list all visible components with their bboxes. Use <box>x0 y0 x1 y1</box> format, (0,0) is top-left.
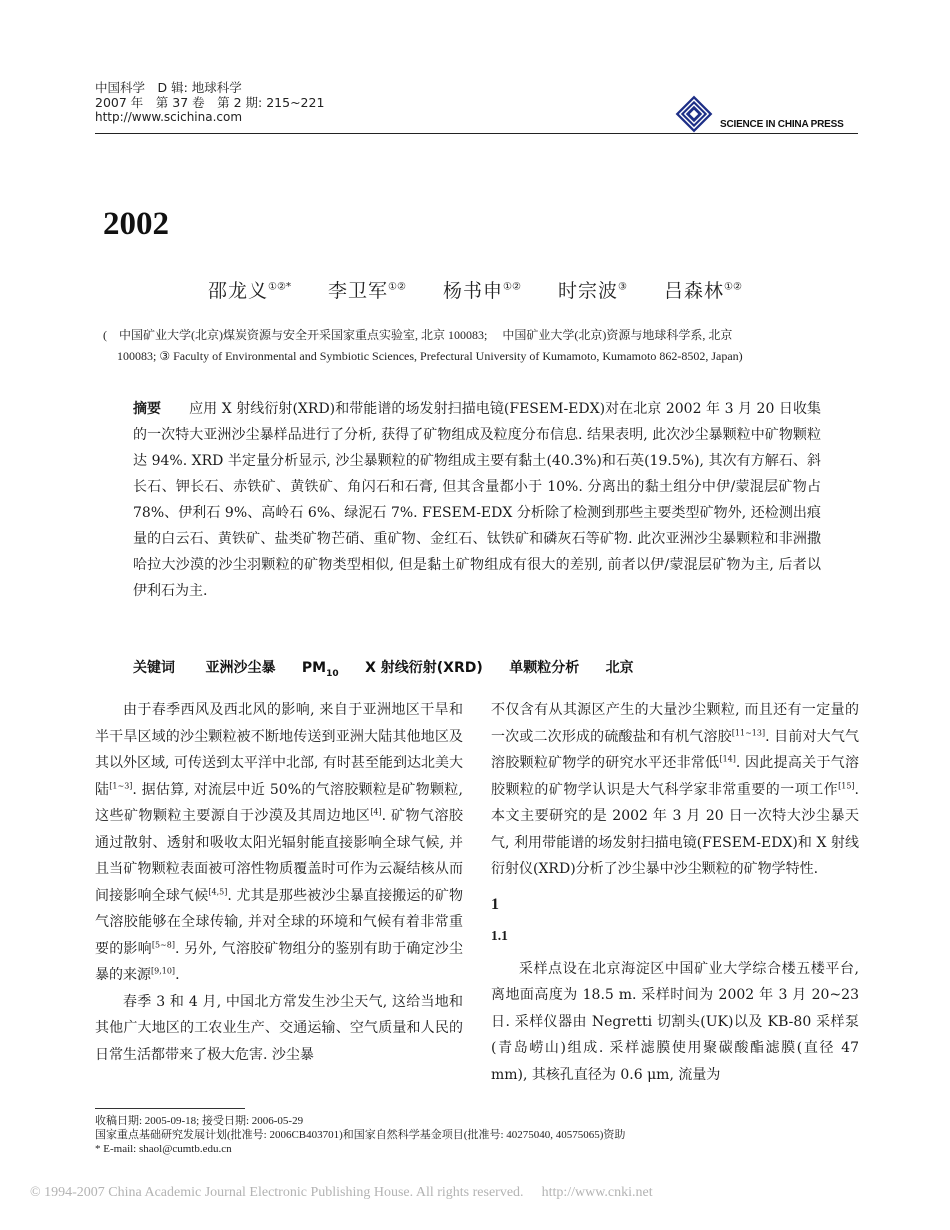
paragraph: 由于春季西风及西北风的影响, 来自于亚洲地区干旱和半干旱区域的沙尘颗粒被不断地传送到亚洲大陆其他地区及其以外区域, 可传送到太平洋中北部, 有时甚至能到达北美大陆[1~3]. 据估算, 对流层中近 50%的气溶胶颗粒是矿物颗粒, 这些矿物颗粒主要源自于沙漠及其周边地区[4]. 矿物气溶胶通过散射、透射和吸收太阳光辐射能直接影响全球气候, 并且当矿物颗粒表面被可溶性物质覆盖时可作为云凝结核从而间接影响全球气候[4,5]. 尤其是那些被沙尘暴直接搬运的矿物气溶胶能够在全球传输, 并对全球的环境和气候有着非常重要的影响[5~8]. 另外, 气溶胶矿物组分的鉴别有助于确定沙尘暴的来源[9,10]. <box>95 702 464 983</box>
body-right-column <box>491 697 859 1088</box>
citation: [1~3] <box>109 780 133 790</box>
author: 杨书申①② <box>443 280 521 302</box>
keyword: X 射线衍射(XRD) <box>365 660 483 676</box>
keyword: 单颗粒分析 <box>509 660 580 676</box>
paragraph: 春季 3 和 4 月, 中国北方常发生沙尘天气, 这给当地和其他广大地区的工农业生产、交通运输、空气质量和人民的日常生活都带来了极大危害. 沙尘暴 <box>95 993 463 1063</box>
footnote-rule <box>95 1108 245 1109</box>
paragraph: 采样点设在北京海淀区中国矿业大学综合楼五楼平台, 离地面高度为 18.5 m. 采样时间为 2002 年 3 月 20~23 日. 采样仪器由 Negretti 切割头(UK)以及 KB-80 采样泵(青岛崂山)组成. 采样滤膜使用聚碳酸酯滤膜(直径 47 mm), 其核孔直径为 0.6 μm, 流量为 <box>491 960 859 1083</box>
keyword: 北京 <box>605 660 634 676</box>
keywords <box>133 657 656 679</box>
author: 吕森林①② <box>664 280 742 302</box>
author: 李卫军①② <box>328 280 406 302</box>
publisher-name: SCIENCE IN CHINA PRESS <box>720 119 844 130</box>
citation: [14] <box>719 754 736 764</box>
copyright-notice: © 1994-2007 China Academic Journal Electronic Publishing House. All rights reserved. http://www.cnki.net <box>30 1185 653 1200</box>
affiliation-line: 100083; ③ Faculty of Environmental and Symbiotic Sciences, Prefectural University of Kumamoto, Kumamoto 862-8502, Japan) <box>117 349 743 363</box>
abstract-label: 摘要 <box>133 401 162 417</box>
affiliations <box>103 325 853 367</box>
citation: [9,10] <box>151 966 176 976</box>
footnote-dates: 收稿日期: 2005-09-18; 接受日期: 2006-05-29 <box>95 1115 304 1127</box>
copyright-url[interactable]: http://www.cnki.net <box>541 1185 653 1200</box>
publisher-logo-icon <box>672 93 716 133</box>
journal-header <box>95 80 324 125</box>
body-left-column <box>95 697 463 1068</box>
affiliation-line: ( 中国矿业大学(北京)煤炭资源与安全开采国家重点实验室, 北京 100083; 中国矿业大学(北京)资源与地球科学系, 北京 <box>103 328 733 342</box>
journal-url[interactable]: http://www.scichina.com <box>95 110 243 124</box>
section-heading: 1 <box>491 895 499 913</box>
issue-info: 2007 年 第 37 卷 第 2 期: 215~221 <box>95 95 325 110</box>
abstract-text: 应用 X 射线衍射(XRD)和带能谱的场发射扫描电镜(FESEM-EDX)对在北京 2002 年 3 月 20 日收集的一次特大亚洲沙尘暴样品进行了分析, 获得了矿物组成及粒度分布信息. 结果表明, 此次沙尘暴颗粒中矿物颗粒达 94%. XRD 半定量分析显示, 沙尘暴颗粒的矿物组成主要有黏土(40.3%)和石英(19.5%), 其次有方解石、斜长石、钾长石、赤铁矿、黄铁矿、角闪石和石膏, 但其含量都小于 10%. 分离出的黏土组分中伊/蒙混层矿物占 78%、伊利石 9%、高岭石 6%、绿泥石 7%. FESEM-EDX 分析除了检测到那些主要类型矿物外, 还检测出痕量的白云石、黄铁矿、盐类矿物芒硝、重矿物、金红石、钛铁矿和磷灰石等矿物. 此次亚洲沙尘暴颗粒和非洲撒哈拉大沙漠的沙尘羽颗粒的矿物类型相似, 但是黏土矿物组成有很大的差别, 前者以伊/蒙混层矿物为主, 后者以伊利石为主. <box>133 401 822 599</box>
author: 邵龙义①②* <box>208 280 291 302</box>
citation: [5~8] <box>151 939 175 949</box>
journal-name: 中国科学 D 辑: 地球科学 <box>95 80 242 95</box>
keyword: 亚洲沙尘暴 <box>205 660 276 676</box>
keywords-label: 关键词 <box>133 660 175 676</box>
subsection-heading: 1.1 <box>491 928 508 943</box>
footnote-funding: 国家重点基础研究发展计划(批准号: 2006CB403701)和国家自然科学基金项目(批准号: 40275040, 40575065)资助 <box>95 1129 626 1141</box>
author: 时宗波③ <box>558 280 627 302</box>
paper-title: 2002 <box>103 206 169 242</box>
author-list <box>208 276 772 303</box>
citation: [15] <box>838 780 855 790</box>
citation: [4] <box>370 807 382 817</box>
citation: [11~13] <box>731 727 766 737</box>
footnotes <box>95 1114 855 1156</box>
paragraph: 不仅含有从其源区产生的大量沙尘颗粒, 而且还有一定量的一次或二次形成的硫酸盐和有机气溶胶[11~13]. 目前对大气气溶胶颗粒矿物学的研究水平还非常低[14]. 因此提高关于气溶胶颗粒的矿物学认识是大气科学家非常重要的一项工作[15]. 本文主要研究的是 2002 年 3 月 20 日一次特大沙尘暴天气, 利用带能谱的场发射扫描电镜(FESEM-EDX)和 X 射线衍射仪(XRD)分析了沙尘暴中沙尘颗粒的矿物学特性. <box>491 702 859 877</box>
header-rule <box>95 133 858 134</box>
citation: [4,5] <box>208 886 228 896</box>
footnote-email: * E-mail: shaol@cumtb.edu.cn <box>95 1143 232 1155</box>
keyword: $PM_{10}$ <box>301 660 339 679</box>
abstract <box>133 396 821 604</box>
